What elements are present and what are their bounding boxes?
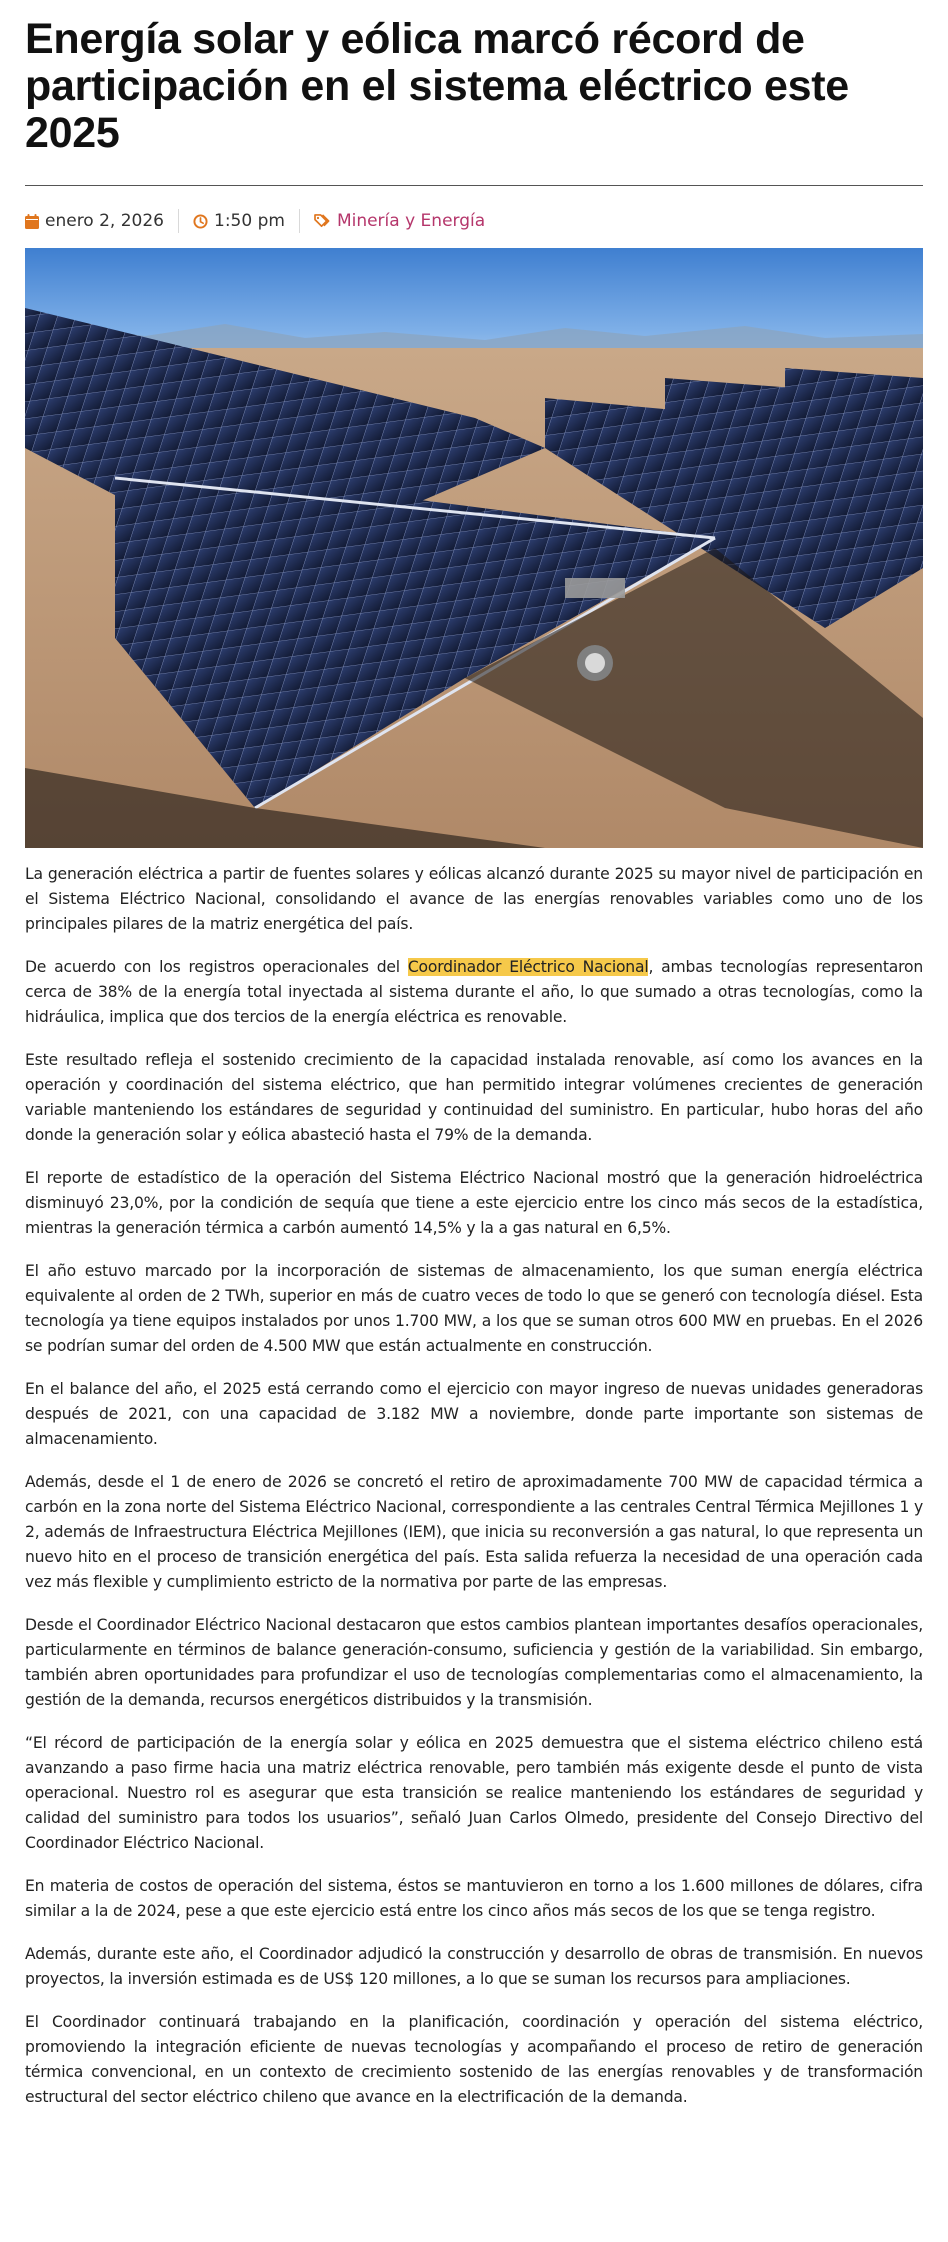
paragraph: En el balance del año, el 2025 está cerrando como el ejercicio con mayor ingreso de nuevas unidades generadoras después de 2021, con una capacidad de 3.182 MW a noviembre, donde parte importante son sistemas de almacenamiento. [25,1380,923,1448]
clock-icon [193,214,208,229]
paragraph: De acuerdo con los registros operacionales del Coordinador Eléctrico Nacional, ambas tecnologías representaron cerca de 38% de la energía total inyectada al sistema durante el año, lo que sumado a otras tecnologías, como la hidráulica, implica que dos tercios de la energía eléctrica es renovable. [25,958,923,1026]
paragraph: Además, durante este año, el Coordinador adjudicó la construcción y desarrollo de obras de transmisión. En nuevos proyectos, la inversión estimada es de US$ 120 millones, a lo que se suman los recursos para ampliaciones. [25,1945,923,1988]
article-date: enero 2, 2026 [45,211,164,231]
solar-panels-photo [25,248,923,848]
paragraph: La generación eléctrica a partir de fuentes solares y eólicas alcanzó durante 2025 su mayor nivel de participación en el Sistema Eléctrico Nacional, consolidando el avance de las energías renovables variables como uno de los principales pilares de la matriz energética del país. [25,865,923,933]
article-body [25,862,923,2110]
highlighted-entity: Coordinador Eléctrico Nacional [407,958,649,976]
article-time: 1:50 pm [214,211,285,231]
paragraph: El Coordinador continuará trabajando en la planificación, coordinación y operación del sistema eléctrico, promoviendo la integración eficiente de nuevas tecnologías y acompañando el proceso de retiro de generación térmica convencional, en un contexto de crecimiento sostenido de las energías renovables y de transformación estructural del sector eléctrico chileno que avance en la electrificación de la demanda. [25,2013,923,2106]
article-meta [25,206,923,236]
paragraph: “El récord de participación de la energía solar y eólica en 2025 demuestra que el sistema eléctrico chileno está avanzando a paso firme hacia una matriz eléctrica renovable, pero también más exigente desde el punto de vista operacional. Nuestro rol es asegurar que esta transición se realice manteniendo los estándares de seguridad y calidad del suministro para todos los usuarios”, señaló Juan Carlos Olmedo, presidente del Consejo Directivo del Coordinador Eléctrico Nacional. [25,1734,923,1852]
title-divider [25,185,923,186]
paragraph: Este resultado refleja el sostenido crecimiento de la capacidad instalada renovable, así como los avances en la operación y coordinación del sistema eléctrico, que han permitido integrar volúmenes crecientes de generación variable manteniendo los estándares de seguridad y continuidad del suministro. En particular, hubo horas del año donde la generación solar y eólica abasteció hasta el 79% de la demanda. [25,1051,923,1144]
meta-divider [299,209,300,233]
paragraph: Además, desde el 1 de enero de 2026 se concretó el retiro de aproximadamente 700 MW de capacidad térmica a carbón en la zona norte del Sistema Eléctrico Nacional, correspondiente a las centrales Central Térmica Mejillones 1 y 2, además de Infraestructura Eléctrica Mejillones (IEM), que inicia su reconversión a gas natural, lo que representa un nuevo hito en el proceso de transición energética del país. Esta salida refuerza la necesidad de una operación cada vez más flexible y cumplimiento estricto de la normativa por parte de las empresas. [25,1473,923,1591]
meta-divider [178,209,179,233]
paragraph: El año estuvo marcado por la incorporación de sistemas de almacenamiento, los que suman energía eléctrica equivalente al orden de 2 TWh, superior en más de cuatro veces de todo lo que se generó con tecnología diésel. Esta tecnología ya tiene equipos instalados por unos 1.700 MW, a los que se suman otros 600 MW en pruebas. En el 2026 se podrían sumar del orden de 4.500 MW que están actualmente en construcción. [25,1262,923,1355]
category-meta [314,211,485,231]
article-title: Energía solar y eólica marcó récord de participación en el sistema eléctrico este 2025 [25,15,849,157]
category-link[interactable]: Minería y Energía [336,211,486,231]
date-meta [25,211,164,231]
paragraph: El reporte de estadístico de la operación del Sistema Eléctrico Nacional mostró que la generación hidroeléctrica disminuyó 23,0%, por la condición de sequía que tiene a este ejercicio entre los cinco más secos de la estadística, mientras la generación térmica a carbón aumentó 14,5% y la a gas natural en 6,5%. [25,1169,923,1237]
calendar-icon [25,214,39,229]
paragraph: Desde el Coordinador Eléctrico Nacional destacaron que estos cambios plantean importantes desafíos operacionales, particularmente en términos de balance generación-consumo, suficiencia y gestión de la variabilidad. Sin embargo, también abren oportunidades para profundizar el uso de tecnologías complementarias como el almacenamiento, la gestión de la demanda, recursos energéticos distribuidos y la transmisión. [25,1616,923,1709]
time-meta [193,211,285,231]
tags-icon [314,214,331,229]
paragraph: En materia de costos de operación del sistema, éstos se mantuvieron en torno a los 1.600 millones de dólares, cifra similar a la de 2024, pese a que este ejercicio está entre los cinco años más secos de los que se tenga registro. [25,1877,923,1920]
